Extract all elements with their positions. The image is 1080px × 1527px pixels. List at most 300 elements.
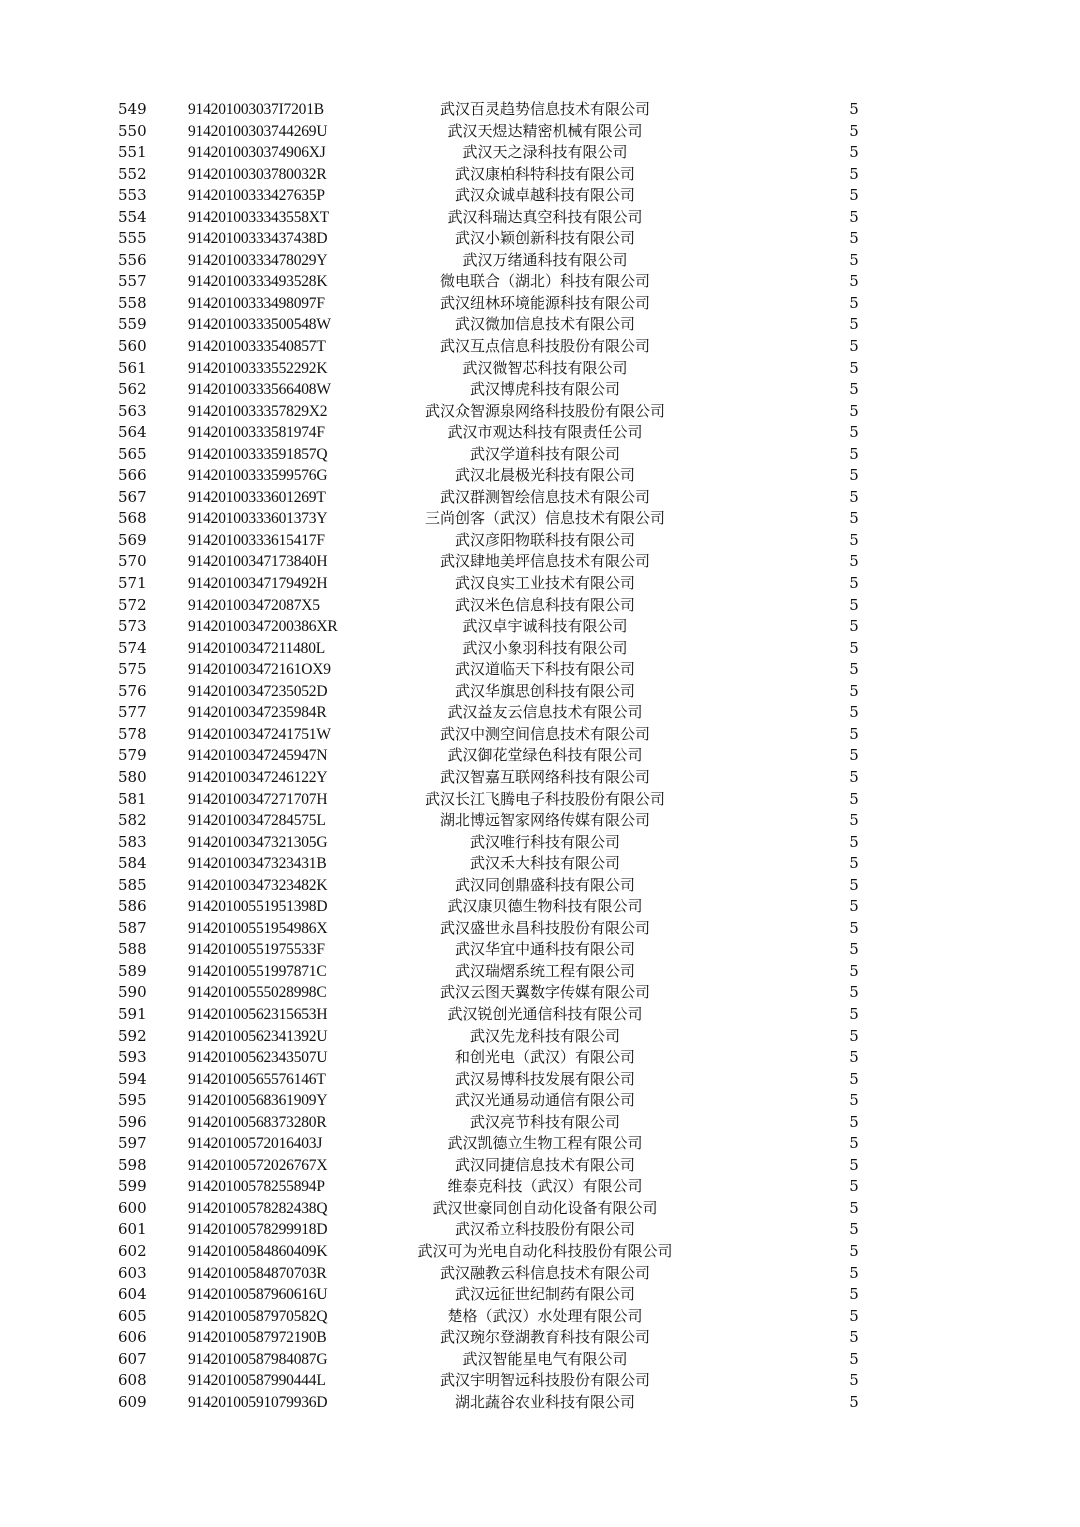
credit-code: 91420100303780032R bbox=[188, 165, 327, 183]
credit-code: 91420100333599576G bbox=[188, 467, 328, 485]
company-name: 武汉华宜中通科技有限公司 bbox=[454, 940, 635, 959]
row-number: 586 bbox=[118, 897, 147, 916]
table-row bbox=[0, 573, 1080, 595]
credit-code: 9142010033357829X2 bbox=[188, 402, 328, 420]
table-row bbox=[0, 293, 1080, 315]
table-row bbox=[0, 99, 1080, 121]
credit-code: 91420100333500548W bbox=[188, 316, 331, 334]
score-value: 5 bbox=[849, 164, 859, 183]
company-name: 武汉世豪同创自动化设备有限公司 bbox=[432, 1198, 658, 1217]
score-value: 5 bbox=[849, 1263, 859, 1282]
row-number: 568 bbox=[118, 509, 147, 528]
score-value: 5 bbox=[849, 552, 859, 571]
row-number: 560 bbox=[118, 337, 147, 356]
row-number: 561 bbox=[118, 358, 147, 377]
score-value: 5 bbox=[849, 1349, 859, 1368]
credit-code: 91420100578255894P bbox=[188, 1178, 325, 1196]
row-number: 553 bbox=[118, 186, 147, 205]
row-number: 571 bbox=[118, 574, 147, 593]
company-name: 武汉远征世纪制药有限公司 bbox=[454, 1285, 635, 1304]
credit-code: 91420100347271707H bbox=[188, 790, 328, 808]
table-row bbox=[0, 1370, 1080, 1392]
score-value: 5 bbox=[849, 1328, 859, 1347]
score-value: 5 bbox=[849, 1392, 859, 1411]
row-number: 564 bbox=[118, 423, 147, 442]
table-row bbox=[0, 465, 1080, 487]
company-name: 武汉可为光电自动化科技股份有限公司 bbox=[417, 1241, 673, 1260]
credit-code: 91420100347241751W bbox=[188, 725, 331, 743]
table-row bbox=[0, 789, 1080, 811]
table-row bbox=[0, 810, 1080, 832]
row-number: 595 bbox=[118, 1091, 147, 1110]
score-value: 5 bbox=[849, 574, 859, 593]
table-row bbox=[0, 1198, 1080, 1220]
company-name: 武汉彦阳物联科技有限公司 bbox=[454, 530, 635, 549]
score-value: 5 bbox=[849, 143, 859, 162]
credit-code: 91420100591079936D bbox=[188, 1393, 328, 1411]
company-name: 和创光电（武汉）有限公司 bbox=[454, 1048, 635, 1067]
credit-code: 91420100347245947N bbox=[188, 747, 328, 765]
row-number: 558 bbox=[118, 293, 147, 312]
table-row bbox=[0, 681, 1080, 703]
credit-code: 91420100333478029Y bbox=[188, 251, 328, 269]
score-value: 5 bbox=[849, 186, 859, 205]
row-number: 602 bbox=[118, 1241, 147, 1260]
score-value: 5 bbox=[849, 832, 859, 851]
credit-code: 914201003472161OX9 bbox=[188, 661, 331, 679]
company-list bbox=[0, 99, 1080, 1413]
score-value: 5 bbox=[849, 703, 859, 722]
company-name: 武汉凯德立生物工程有限公司 bbox=[447, 1134, 643, 1153]
table-row bbox=[0, 702, 1080, 724]
score-value: 5 bbox=[849, 509, 859, 528]
score-value: 5 bbox=[849, 961, 859, 980]
credit-code: 914201003472087X5 bbox=[188, 596, 320, 614]
credit-code: 91420100347246122Y bbox=[188, 768, 328, 786]
score-value: 5 bbox=[849, 250, 859, 269]
company-name: 武汉肆地美坪信息技术有限公司 bbox=[439, 552, 650, 571]
credit-code: 91420100347321305G bbox=[188, 833, 328, 851]
score-value: 5 bbox=[849, 229, 859, 248]
score-value: 5 bbox=[849, 1285, 859, 1304]
company-name: 武汉微智芯科技有限公司 bbox=[462, 358, 628, 377]
credit-code: 91420100347179492H bbox=[188, 575, 328, 593]
credit-code: 91420100333601269T bbox=[188, 488, 326, 506]
credit-code: 91420100303744269U bbox=[188, 122, 328, 140]
company-name: 武汉融教云科信息技术有限公司 bbox=[439, 1263, 650, 1282]
table-row bbox=[0, 185, 1080, 207]
company-name: 武汉希立科技股份有限公司 bbox=[454, 1220, 635, 1239]
score-value: 5 bbox=[849, 897, 859, 916]
credit-code: 91420100551951398D bbox=[188, 898, 328, 916]
score-value: 5 bbox=[849, 1026, 859, 1045]
credit-code: 91420100555028998C bbox=[188, 984, 327, 1002]
row-number: 578 bbox=[118, 724, 147, 743]
table-row bbox=[0, 595, 1080, 617]
table-row bbox=[0, 1090, 1080, 1112]
company-name: 武汉天之渌科技有限公司 bbox=[462, 143, 628, 162]
row-number: 569 bbox=[118, 530, 147, 549]
credit-code: 91420100562341392U bbox=[188, 1027, 328, 1045]
score-value: 5 bbox=[849, 423, 859, 442]
table-row bbox=[0, 142, 1080, 164]
company-name: 武汉众智源泉网络科技股份有限公司 bbox=[424, 401, 665, 420]
row-number: 563 bbox=[118, 401, 147, 420]
score-value: 5 bbox=[849, 1004, 859, 1023]
table-row bbox=[0, 896, 1080, 918]
score-value: 5 bbox=[849, 767, 859, 786]
row-number: 605 bbox=[118, 1306, 147, 1325]
score-value: 5 bbox=[849, 1220, 859, 1239]
table-row bbox=[0, 939, 1080, 961]
table-row bbox=[0, 1004, 1080, 1026]
credit-code: 91420100587990444L bbox=[188, 1372, 326, 1390]
credit-code: 91420100347235984R bbox=[188, 704, 327, 722]
company-name: 武汉禾大科技有限公司 bbox=[469, 854, 620, 873]
row-number: 591 bbox=[118, 1004, 147, 1023]
company-name: 武汉微加信息技术有限公司 bbox=[454, 315, 635, 334]
table-row bbox=[0, 422, 1080, 444]
company-name: 武汉唯行科技有限公司 bbox=[469, 832, 620, 851]
table-row bbox=[0, 1047, 1080, 1069]
credit-code: 91420100587972190B bbox=[188, 1329, 327, 1347]
company-name: 武汉小象羽科技有限公司 bbox=[462, 638, 628, 657]
row-number: 573 bbox=[118, 617, 147, 636]
score-value: 5 bbox=[849, 983, 859, 1002]
table-row bbox=[0, 832, 1080, 854]
table-row bbox=[0, 1392, 1080, 1414]
row-number: 593 bbox=[118, 1048, 147, 1067]
row-number: 588 bbox=[118, 940, 147, 959]
credit-code: 9142010033343558XT bbox=[188, 208, 330, 226]
table-row bbox=[0, 1112, 1080, 1134]
score-value: 5 bbox=[849, 315, 859, 334]
credit-code: 91420100333566408W bbox=[188, 381, 331, 399]
score-value: 5 bbox=[849, 1306, 859, 1325]
credit-code: 91420100333601373Y bbox=[188, 510, 328, 528]
credit-code: 91420100562315653H bbox=[188, 1005, 328, 1023]
row-number: 599 bbox=[118, 1177, 147, 1196]
company-name: 武汉锐创光通信科技有限公司 bbox=[447, 1004, 643, 1023]
row-number: 581 bbox=[118, 789, 147, 808]
row-number: 557 bbox=[118, 272, 147, 291]
row-number: 590 bbox=[118, 983, 147, 1002]
credit-code: 91420100565576146T bbox=[188, 1070, 326, 1088]
score-value: 5 bbox=[849, 1371, 859, 1390]
company-name: 武汉康贝德生物科技有限公司 bbox=[447, 897, 643, 916]
score-value: 5 bbox=[849, 1069, 859, 1088]
row-number: 607 bbox=[118, 1349, 147, 1368]
company-name: 武汉中测空间信息技术有限公司 bbox=[439, 724, 650, 743]
row-number: 552 bbox=[118, 164, 147, 183]
credit-code: 91420100551954986X bbox=[188, 919, 328, 937]
table-row bbox=[0, 336, 1080, 358]
table-row bbox=[0, 1349, 1080, 1371]
company-name: 武汉光通易动通信有限公司 bbox=[454, 1091, 635, 1110]
credit-code: 91420100347235052D bbox=[188, 682, 328, 700]
company-name: 武汉小颖创新科技有限公司 bbox=[454, 229, 635, 248]
score-value: 5 bbox=[849, 1177, 859, 1196]
table-row bbox=[0, 444, 1080, 466]
company-name: 武汉长江飞腾电子科技股份有限公司 bbox=[424, 789, 665, 808]
credit-code: 91420100551975533F bbox=[188, 941, 325, 959]
credit-code: 91420100333591857Q bbox=[188, 445, 328, 463]
row-number: 597 bbox=[118, 1134, 147, 1153]
table-row bbox=[0, 250, 1080, 272]
company-name: 武汉卓宇诚科技有限公司 bbox=[462, 617, 628, 636]
row-number: 604 bbox=[118, 1285, 147, 1304]
table-row bbox=[0, 1306, 1080, 1328]
score-value: 5 bbox=[849, 358, 859, 377]
table-row bbox=[0, 1069, 1080, 1091]
company-name: 湖北蔬谷农业科技有限公司 bbox=[454, 1392, 635, 1411]
credit-code: 91420100333552292K bbox=[188, 359, 328, 377]
company-name: 武汉博虎科技有限公司 bbox=[469, 380, 620, 399]
table-row bbox=[0, 724, 1080, 746]
credit-code: 91420100584870703R bbox=[188, 1264, 327, 1282]
credit-code: 91420100587960616U bbox=[188, 1286, 328, 1304]
row-number: 609 bbox=[118, 1392, 147, 1411]
company-name: 武汉御花堂绿色科技有限公司 bbox=[447, 746, 643, 765]
company-name: 楚格（武汉）水处理有限公司 bbox=[447, 1306, 643, 1325]
row-number: 585 bbox=[118, 875, 147, 894]
table-row bbox=[0, 1133, 1080, 1155]
table-row bbox=[0, 379, 1080, 401]
table-row bbox=[0, 982, 1080, 1004]
company-name: 武汉互点信息科技股份有限公司 bbox=[439, 337, 650, 356]
table-row bbox=[0, 164, 1080, 186]
score-value: 5 bbox=[849, 121, 859, 140]
credit-code: 91420100333540857T bbox=[188, 338, 326, 356]
score-value: 5 bbox=[849, 1155, 859, 1174]
company-name: 湖北博远智家网络传媒有限公司 bbox=[439, 811, 650, 830]
company-name: 武汉众诚卓越科技有限公司 bbox=[454, 186, 635, 205]
row-number: 566 bbox=[118, 466, 147, 485]
company-name: 微电联合（湖北）科技有限公司 bbox=[439, 272, 650, 291]
row-number: 555 bbox=[118, 229, 147, 248]
score-value: 5 bbox=[849, 1241, 859, 1260]
row-number: 582 bbox=[118, 811, 147, 830]
row-number: 603 bbox=[118, 1263, 147, 1282]
company-name: 维泰克科技（武汉）有限公司 bbox=[447, 1177, 643, 1196]
row-number: 567 bbox=[118, 487, 147, 506]
table-row bbox=[0, 1176, 1080, 1198]
company-name: 武汉道临天下科技有限公司 bbox=[454, 660, 635, 679]
company-name: 武汉宇明智远科技股份有限公司 bbox=[439, 1371, 650, 1390]
score-value: 5 bbox=[849, 811, 859, 830]
table-row bbox=[0, 1155, 1080, 1177]
table-row bbox=[0, 508, 1080, 530]
row-number: 554 bbox=[118, 207, 147, 226]
row-number: 549 bbox=[118, 100, 147, 118]
table-row bbox=[0, 638, 1080, 660]
company-name: 武汉盛世永昌科技股份有限公司 bbox=[439, 918, 650, 937]
row-number: 606 bbox=[118, 1328, 147, 1347]
row-number: 576 bbox=[118, 681, 147, 700]
score-value: 5 bbox=[849, 1198, 859, 1217]
score-value: 5 bbox=[849, 272, 859, 291]
score-value: 5 bbox=[849, 681, 859, 700]
credit-code: 91420100333581974F bbox=[188, 424, 325, 442]
table-row bbox=[0, 207, 1080, 229]
table-row bbox=[0, 551, 1080, 573]
company-name: 武汉琬尔登湖教育科技有限公司 bbox=[439, 1328, 650, 1347]
score-value: 5 bbox=[849, 530, 859, 549]
credit-code: 91420100347323482K bbox=[188, 876, 328, 894]
score-value: 5 bbox=[849, 380, 859, 399]
company-name: 武汉科瑞达真空科技有限公司 bbox=[447, 207, 643, 226]
table-row bbox=[0, 616, 1080, 638]
credit-code: 91420100584860409K bbox=[188, 1242, 328, 1260]
credit-code: 9142010030374906XJ bbox=[188, 144, 326, 162]
table-row bbox=[0, 767, 1080, 789]
row-number: 608 bbox=[118, 1371, 147, 1390]
score-value: 5 bbox=[849, 940, 859, 959]
company-name: 武汉群测智绘信息技术有限公司 bbox=[439, 487, 650, 506]
row-number: 594 bbox=[118, 1069, 147, 1088]
row-number: 572 bbox=[118, 595, 147, 614]
company-name: 三尚创客（武汉）信息技术有限公司 bbox=[424, 509, 665, 528]
company-name: 武汉易博科技发展有限公司 bbox=[454, 1069, 635, 1088]
credit-code: 91420100587984087G bbox=[188, 1350, 328, 1368]
table-row bbox=[0, 228, 1080, 250]
row-number: 600 bbox=[118, 1198, 147, 1217]
row-number: 570 bbox=[118, 552, 147, 571]
score-value: 5 bbox=[849, 854, 859, 873]
row-number: 577 bbox=[118, 703, 147, 722]
company-name: 武汉良实工业技术有限公司 bbox=[454, 574, 635, 593]
company-name: 武汉米色信息科技有限公司 bbox=[454, 595, 635, 614]
score-value: 5 bbox=[849, 293, 859, 312]
score-value: 5 bbox=[849, 487, 859, 506]
credit-code: 91420100562343507U bbox=[188, 1049, 328, 1067]
credit-code: 91420100347323431B bbox=[188, 855, 327, 873]
credit-code: 91420100333437438D bbox=[188, 230, 328, 248]
row-number: 598 bbox=[118, 1155, 147, 1174]
table-row bbox=[0, 530, 1080, 552]
row-number: 587 bbox=[118, 918, 147, 937]
table-row bbox=[0, 358, 1080, 380]
company-name: 武汉百灵趋势信息技术有限公司 bbox=[439, 100, 650, 118]
credit-code: 91420100347284575L bbox=[188, 812, 326, 830]
row-number: 583 bbox=[118, 832, 147, 851]
row-number: 550 bbox=[118, 121, 147, 140]
credit-code: 91420100568373280R bbox=[188, 1113, 327, 1131]
credit-code: 91420100347211480L bbox=[188, 639, 326, 657]
credit-code: 91420100551997871C bbox=[188, 962, 327, 980]
credit-code: 914201003037I7201B bbox=[188, 101, 324, 118]
table-row bbox=[0, 401, 1080, 423]
table-row bbox=[0, 1219, 1080, 1241]
company-name: 武汉市观达科技有限责任公司 bbox=[447, 423, 643, 442]
table-row bbox=[0, 487, 1080, 509]
row-number: 589 bbox=[118, 961, 147, 980]
credit-code: 91420100587970582Q bbox=[188, 1307, 328, 1325]
credit-code: 91420100572026767X bbox=[188, 1156, 328, 1174]
score-value: 5 bbox=[849, 595, 859, 614]
table-row bbox=[0, 271, 1080, 293]
company-name: 武汉康柏科特科技有限公司 bbox=[454, 164, 635, 183]
credit-code: 91420100572016403J bbox=[188, 1135, 323, 1153]
row-number: 580 bbox=[118, 767, 147, 786]
row-number: 574 bbox=[118, 638, 147, 657]
score-value: 5 bbox=[849, 875, 859, 894]
score-value: 5 bbox=[849, 207, 859, 226]
table-row bbox=[0, 853, 1080, 875]
company-name: 武汉智嘉互联网络科技有限公司 bbox=[439, 767, 650, 786]
table-row bbox=[0, 314, 1080, 336]
company-name: 武汉益友云信息技术有限公司 bbox=[447, 703, 643, 722]
score-value: 5 bbox=[849, 466, 859, 485]
score-value: 5 bbox=[849, 1048, 859, 1067]
table-row bbox=[0, 1241, 1080, 1263]
credit-code: 91420100333615417F bbox=[188, 531, 325, 549]
score-value: 5 bbox=[849, 100, 859, 118]
score-value: 5 bbox=[849, 638, 859, 657]
company-name: 武汉先龙科技有限公司 bbox=[469, 1026, 620, 1045]
score-value: 5 bbox=[849, 337, 859, 356]
score-value: 5 bbox=[849, 617, 859, 636]
company-name: 武汉智能星电气有限公司 bbox=[462, 1349, 628, 1368]
table-row bbox=[0, 1284, 1080, 1306]
credit-code: 91420100347173840H bbox=[188, 553, 328, 571]
row-number: 559 bbox=[118, 315, 147, 334]
score-value: 5 bbox=[849, 1091, 859, 1110]
score-value: 5 bbox=[849, 724, 859, 743]
table-row bbox=[0, 1327, 1080, 1349]
score-value: 5 bbox=[849, 444, 859, 463]
row-number: 565 bbox=[118, 444, 147, 463]
company-name: 武汉纽林环境能源科技有限公司 bbox=[439, 293, 650, 312]
table-row bbox=[0, 875, 1080, 897]
credit-code: 91420100568361909Y bbox=[188, 1092, 328, 1110]
score-value: 5 bbox=[849, 660, 859, 679]
score-value: 5 bbox=[849, 1112, 859, 1131]
credit-code: 91420100347200386XR bbox=[188, 618, 338, 636]
company-name: 武汉云图天翼数字传媒有限公司 bbox=[439, 983, 650, 1002]
score-value: 5 bbox=[849, 401, 859, 420]
row-number: 584 bbox=[118, 854, 147, 873]
score-value: 5 bbox=[849, 789, 859, 808]
company-name: 武汉华旗思创科技有限公司 bbox=[454, 681, 635, 700]
company-name: 武汉万绪通科技有限公司 bbox=[462, 250, 628, 269]
company-name: 武汉同捷信息技术有限公司 bbox=[454, 1155, 635, 1174]
score-value: 5 bbox=[849, 1134, 859, 1153]
table-row bbox=[0, 659, 1080, 681]
row-number: 551 bbox=[118, 143, 147, 162]
credit-code: 91420100333493528K bbox=[188, 273, 328, 291]
table-row bbox=[0, 745, 1080, 767]
row-number: 575 bbox=[118, 660, 147, 679]
score-value: 5 bbox=[849, 746, 859, 765]
company-name: 武汉亮节科技有限公司 bbox=[469, 1112, 620, 1131]
company-name: 武汉学道科技有限公司 bbox=[469, 444, 620, 463]
table-row bbox=[0, 121, 1080, 143]
company-name: 武汉瑞熠系统工程有限公司 bbox=[454, 961, 635, 980]
table-row bbox=[0, 1026, 1080, 1048]
credit-code: 91420100333427635P bbox=[188, 187, 325, 205]
table-row bbox=[0, 961, 1080, 983]
company-name: 武汉同创鼎盛科技有限公司 bbox=[454, 875, 635, 894]
row-number: 596 bbox=[118, 1112, 147, 1131]
row-number: 562 bbox=[118, 380, 147, 399]
row-number: 579 bbox=[118, 746, 147, 765]
row-number: 556 bbox=[118, 250, 147, 269]
credit-code: 91420100578282438Q bbox=[188, 1199, 328, 1217]
credit-code: 91420100333498097F bbox=[188, 294, 325, 312]
credit-code: 91420100578299918D bbox=[188, 1221, 328, 1239]
row-number: 592 bbox=[118, 1026, 147, 1045]
